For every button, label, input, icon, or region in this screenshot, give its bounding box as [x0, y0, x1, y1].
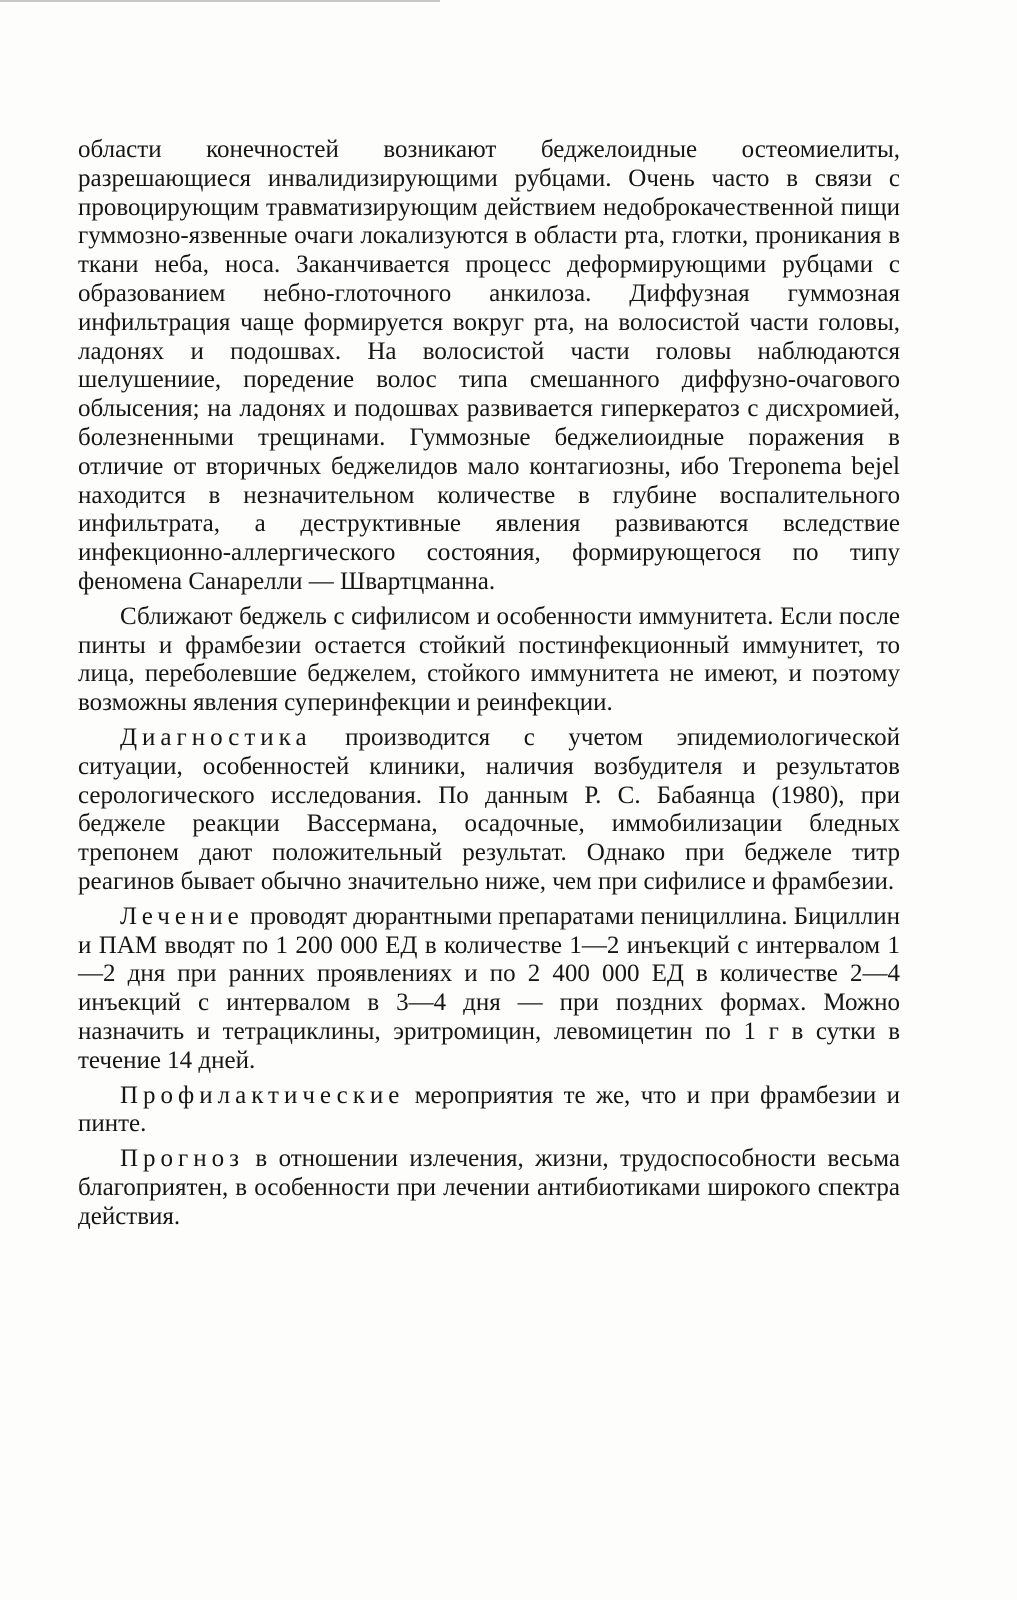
paragraph-text: проводят дюрантными препаратами пенициллина. Бициллин и ПАМ вводят по 1 200 000 ЕД в количестве 1—2 инъекций с интервалом 1—2 дня при ранних проявлениях и по 2 400 000 ЕД в количестве 2—4 инъекций с интервалом в 3—4 дня — при поздних формах. Можно назначить и тетрациклины, эритромицин, левомицетин по 1 г в сутки в течение 14 дней.	[78, 902, 900, 1074]
paragraph-lead-word: Прогноз	[120, 1145, 245, 1173]
paragraph-prevention	[78, 1082, 900, 1140]
paragraph-treatment	[78, 903, 900, 1076]
paragraph-prognosis	[78, 1145, 900, 1231]
paragraph-text: производится с учетом эпидемиологической ситуации, особенностей клиники, наличия возбудителя и результатов серологического исследования. По данным Р. С. Бабаянца (1980), при беджеле реакции Вассермана, осадочные, иммобилизации бледных трепонем дают положительный результат. Однако при беджеле титр реагинов бывает обычно значительно ниже, чем при сифилисе и фрамбезии.	[78, 723, 900, 895]
top-edge-rule	[0, 0, 440, 2]
paragraph-text: Сближают беджель с сифилисом и особенности иммунитета. Если после пинты и фрамбезии остается стойкий постинфекционный иммунитет, то лица, переболевшие беджелем, стойкого иммунитета не имеют, и поэтому возможны явления суперинфекции и реинфекции.	[78, 602, 900, 717]
paragraph-diagnostics	[78, 724, 900, 897]
paragraph-text: в отношении излечения, жизни, трудоспособности весьма благоприятен, в особенности при лечении антибиотиками широкого спектра действия.	[78, 1145, 900, 1230]
paragraph-text: области конечностей возникают беджелоидные остеомиелиты, разрешающиеся инвалидизирующими рубцами. Очень часто в связи с провоцирующим травматизирующим действием недоброкачественной пищи гуммозно-язвенные очаги локализуются в области рта, глотки, проникания в ткани неба, носа. Заканчивается процесс деформирующими рубцами с образованием небно-глоточного анкилоза. Диффузная гуммозная инфильтрация чаще формируется вокруг рта, на волосистой части головы, ладонях и подошвах. На волосистой части головы наблюдаются шелушениие, поредение волос типа смешанного диффузно-очагового облысения; на ладонях и подошвах развивается гиперкератоз с дисхромией, болезненными трещинами. Гуммозные беджелиоидные поражения в отличие от вторичных беджелидов мало контагиозны, ибо Treponema bejel находится в незначительном количестве в глубине воспалительного инфильтрата, а деструктивные явления развиваются вследствие инфекционно-аллергического состояния, формирующегося по типу феномена Санарелли — Швартцманна.	[78, 136, 900, 595]
paragraph-lead-word: Профилактические	[120, 1081, 405, 1109]
paragraph-immunity	[78, 603, 900, 718]
paragraph-lead-word: Диагностика	[120, 723, 312, 751]
body-text	[78, 136, 900, 1231]
paragraph-bejel-gummas	[78, 136, 900, 597]
paragraph-text: мероприятия те же, что и при фрамбезии и пинте.	[78, 1081, 900, 1138]
paragraph-lead-word: Лечение	[120, 902, 244, 930]
